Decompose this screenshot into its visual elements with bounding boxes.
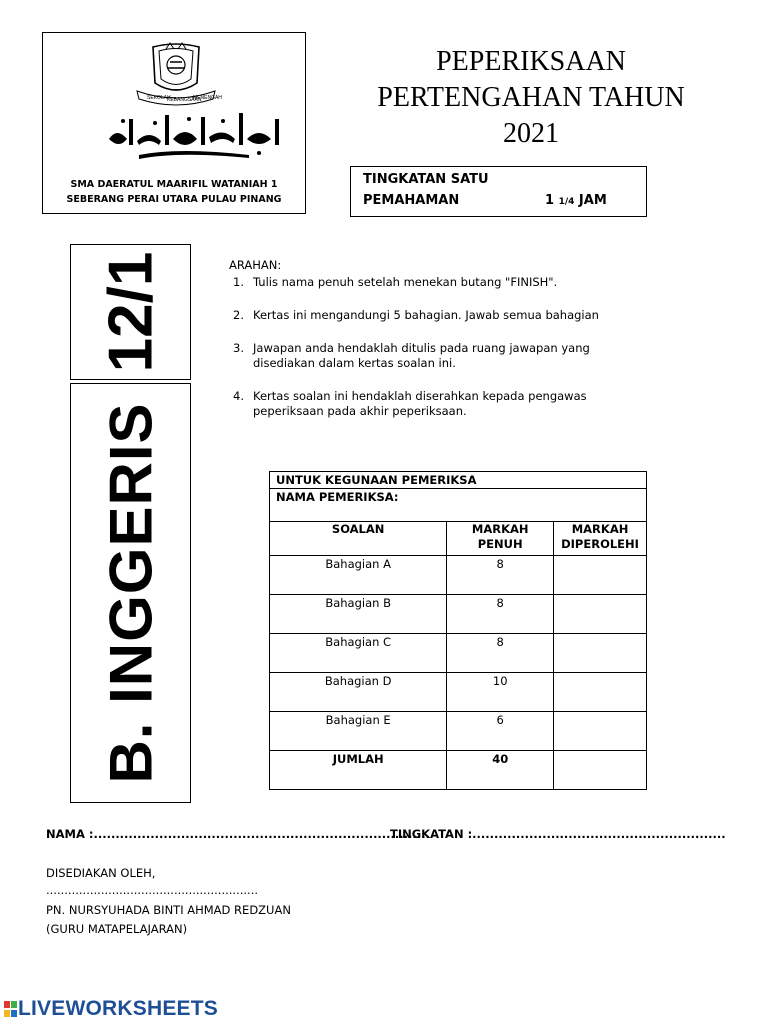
exam-title-line3: 2021 <box>503 118 559 149</box>
duration <box>545 193 607 208</box>
total-obtained-cell[interactable] <box>554 751 647 790</box>
name-field[interactable]: NAMA :............................................................................. <box>46 827 430 841</box>
duration-fraction: 1/4 <box>558 197 575 207</box>
subject-code-box <box>70 244 191 380</box>
obtained-mark-cell[interactable] <box>554 634 647 673</box>
col-full-header-2: PENUH <box>477 537 523 551</box>
full-mark-cell: 6 <box>447 712 554 751</box>
instructions-heading: ARAHAN: <box>229 258 282 272</box>
instruction-item <box>229 389 609 419</box>
section-cell: Bahagian C <box>270 634 447 673</box>
emblem-text-1: SEKOLAH <box>147 95 171 101</box>
col-full-header <box>447 522 554 556</box>
table-row <box>270 673 647 712</box>
instruction-number: 2. <box>233 308 244 322</box>
instruction-item <box>229 341 609 371</box>
teacher-role: (GURU MATAPELAJARAN) <box>46 922 188 936</box>
exam-title <box>355 44 707 152</box>
instructions <box>229 258 609 437</box>
duration-unit: JAM <box>578 193 607 208</box>
liveworksheets-logo[interactable] <box>4 998 218 1020</box>
col-obtained-header <box>554 522 647 556</box>
instruction-number: 3. <box>233 341 244 355</box>
obtained-mark-cell[interactable] <box>554 556 647 595</box>
emblem-text-2: KEBANGSAAN <box>167 97 202 103</box>
liveworksheets-text: LIVEWORKSHEETS <box>18 997 218 1020</box>
class-info-box <box>350 166 647 217</box>
instruction-text: Kertas soalan ini hendaklah diserahkan kepada pengawas <box>253 389 587 403</box>
instruction-text: Jawapan anda hendaklah ditulis pada ruang jawapan yang <box>253 341 590 355</box>
table-row <box>270 556 647 595</box>
col-obtained-header-1: MARKAH <box>571 522 629 536</box>
arabic-calligraphy-icon <box>99 109 285 169</box>
section-cell: Bahagian E <box>270 712 447 751</box>
table-title: UNTUK KEGUNAAN PEMERIKSA <box>270 472 647 489</box>
exam-title-line2: PERTENGAHAN TAHUN <box>377 82 685 113</box>
marks-table <box>269 471 647 790</box>
level-label: TINGKATAN SATU <box>363 172 489 187</box>
instruction-item <box>229 308 609 323</box>
instruction-text-cont: disediakan dalam kertas soalan ini. <box>253 356 456 370</box>
instruction-item <box>229 275 609 290</box>
section-cell: Bahagian D <box>270 673 447 712</box>
school-name-line1: SMA DAERATUL MAARIFIL WATANIAH 1 <box>70 179 278 190</box>
section-cell: Bahagian B <box>270 595 447 634</box>
total-full-cell: 40 <box>447 751 554 790</box>
full-mark-cell: 8 <box>447 556 554 595</box>
paper-label: PEMAHAMAN <box>363 193 460 208</box>
table-row <box>270 634 647 673</box>
col-obtained-header-2: DIPEROLEHI <box>561 537 639 551</box>
instruction-number: 1. <box>233 275 244 289</box>
full-mark-cell: 8 <box>447 634 554 673</box>
table-header-row <box>270 522 647 556</box>
prepared-by-label: DISEDIAKAN OLEH, <box>46 866 156 880</box>
instruction-number: 4. <box>233 389 244 403</box>
full-mark-cell: 8 <box>447 595 554 634</box>
subject-code: 12/1 <box>96 251 165 373</box>
teacher-name: PN. NURSYUHADA BINTI AHMAD REDZUAN <box>46 903 291 917</box>
exam-title-line1: PEPERIKSAAN <box>436 46 626 77</box>
table-title-row <box>270 472 647 489</box>
obtained-mark-cell[interactable] <box>554 673 647 712</box>
subject-name-box <box>70 383 191 803</box>
table-row <box>270 712 647 751</box>
emblem-text-3: MENENGAH <box>193 95 222 101</box>
obtained-mark-cell[interactable] <box>554 595 647 634</box>
instruction-text: Tulis nama penuh setelah menekan butang "FINISH". <box>253 275 558 289</box>
subject-name: B. INGGERIS <box>97 402 164 784</box>
liveworksheets-icon <box>4 999 18 1019</box>
examiner-label: NAMA PEMERIKSA: <box>270 489 647 522</box>
school-header-box <box>42 32 306 214</box>
instruction-text-cont: peperiksaan pada akhir peperiksaan. <box>253 404 467 418</box>
full-mark-cell: 10 <box>447 673 554 712</box>
total-label: JUMLAH <box>270 751 447 790</box>
class-field[interactable]: TINGKATAN :.......................................................... <box>390 827 726 841</box>
table-row <box>270 595 647 634</box>
duration-whole: 1 <box>545 193 555 208</box>
instruction-text: Kertas ini mengandungi 5 bahagian. Jawab semua bahagian <box>253 308 599 322</box>
school-name <box>43 177 305 207</box>
col-full-header-1: MARKAH <box>471 522 529 536</box>
col-question-header: SOALAN <box>270 522 447 556</box>
section-cell: Bahagian A <box>270 556 447 595</box>
school-name-line2: SEBERANG PERAI UTARA PULAU PINANG <box>66 194 282 205</box>
obtained-mark-cell[interactable] <box>554 712 647 751</box>
school-crest-icon <box>133 39 222 107</box>
signature-line: .......................................................... <box>46 883 259 897</box>
examiner-row <box>270 489 647 522</box>
total-row <box>270 751 647 790</box>
